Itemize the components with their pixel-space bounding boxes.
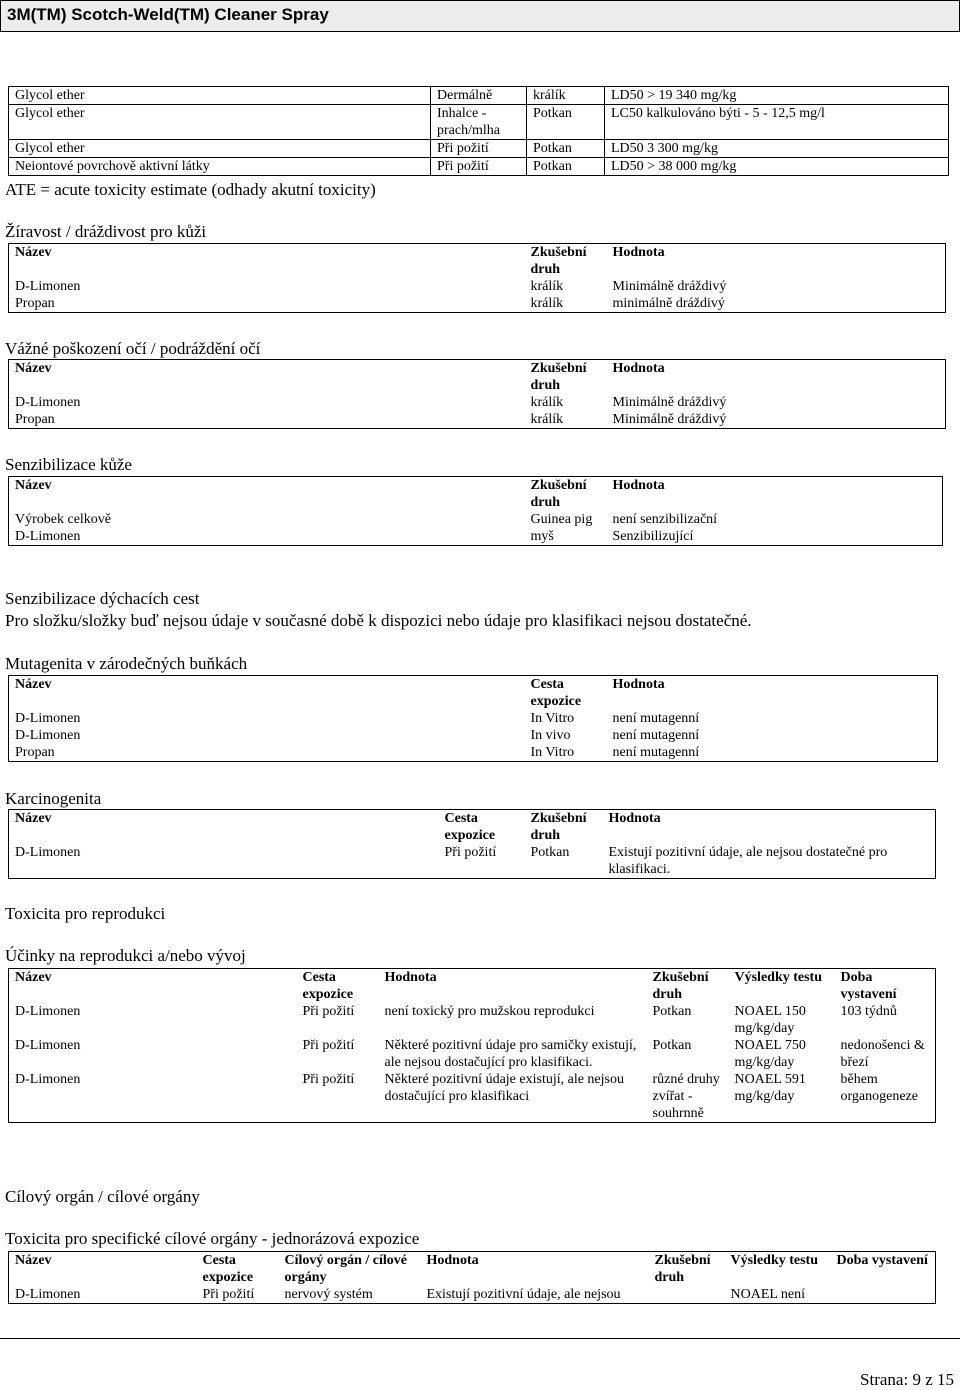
column-header: Název [15,677,52,692]
section-title-reproduction-effects: Účinky na reprodukci a/nebo vývoj [5,946,246,965]
table-cell: není toxický pro mužskou reprodukci [384,1004,595,1019]
table-cell: D-Limonen [15,1004,81,1019]
acute-toxicity-table [8,86,949,176]
column-header: Zkušební druh [530,478,587,510]
table-cell: myš [530,529,554,544]
table-cell: Při požití [302,1004,355,1019]
table-row [9,744,938,762]
table-header-row [9,810,936,845]
table-row [9,295,946,313]
page-number: Strana: 9 z 15 [860,1370,954,1389]
table-cell: Glycol ether [9,87,431,105]
column-header: Doba vystavení [836,1253,928,1268]
ate-note: ATE = acute toxicity estimate (odhady akutní toxicity) [5,180,376,199]
table-header-row [9,360,946,395]
table-cell: nervový systém [284,1287,373,1302]
footer-divider [0,1338,960,1339]
table-cell: Při požití [302,1038,355,1053]
table-cell: Senzibilizující [612,529,694,544]
table-cell: Propan [15,745,55,760]
column-header: Název [15,1253,52,1268]
table-cell: LD50 > 38 000 mg/kg [605,158,949,176]
table-cell: Při požití [444,845,497,860]
table-cell: NOAEL 750 mg/kg/day [734,1038,806,1070]
table-header-row [9,477,943,512]
column-header: Cesta expozice [302,970,354,1002]
table-cell: Potkan [652,1004,692,1019]
table-cell: není mutagenní [612,728,700,743]
column-header: Název [15,245,52,260]
table-row [9,1071,936,1123]
column-header: Název [15,478,52,493]
table-cell: NOAEL 591 mg/kg/day [734,1072,806,1104]
table-row [9,158,949,176]
section-title-skin-sensitization: Senzibilizace kůže [5,455,132,474]
section-title-target-organs: Cílový orgán / cílové orgány [5,1187,200,1206]
table-cell: Neiontové povrchově aktivní látky [9,158,431,176]
section-title-mutagenicity: Mutagenita v zárodečných buňkách [5,654,248,673]
table-row [9,1286,936,1304]
column-header: Zkušební druh [530,361,587,393]
eye-damage-table [8,359,946,429]
table-row [9,844,936,879]
skin-corrosion-table [8,243,946,313]
table-cell: Inhalce - prach/mlha [431,105,527,140]
table-row [9,727,938,744]
table-cell: Při požití [431,158,527,176]
section-title-reproductive-toxicity: Toxicita pro reprodukci [5,904,166,923]
table-row [9,105,949,140]
table-cell: LD50 > 19 340 mg/kg [605,87,949,105]
column-header: Hodnota [612,478,665,493]
carcinogenicity-table [8,809,936,879]
table-header-row [9,676,938,711]
table-cell: D-Limonen [15,395,81,410]
table-cell [649,1286,725,1304]
table-row [9,140,949,158]
table-cell: Guinea pig [530,512,593,527]
column-header: Zkušební druh [654,1253,711,1285]
table-cell: D-Limonen [15,728,81,743]
column-header: Výsledky testu [734,970,823,985]
table-row [9,528,943,546]
table-cell: D-Limonen [15,279,81,294]
table-cell: D-Limonen [15,845,81,860]
table-cell: Existují pozitivní údaje, ale nejsou dostatečné pro klasifikaci. [608,845,888,877]
table-cell: Některé pozitivní údaje pro samičky existují, ale nejsou dostačující pro klasifikaci. [384,1038,637,1070]
column-header: Cesta expozice [530,677,582,709]
table-cell: NOAEL 150 mg/kg/day [734,1004,806,1036]
table-cell: In vivo [530,728,571,743]
stot-single-table [8,1251,936,1304]
table-cell: Propan [15,412,55,427]
table-cell: Dermálně [431,87,527,105]
table-cell: Existují pozitivní údaje, ale nejsou [426,1287,621,1302]
column-header: Hodnota [384,970,437,985]
table-row [9,411,946,429]
respiratory-sensitization-text: Pro složku/složky buď nejsou údaje v současné době k dispozici nebo údaje pro klasifikaci nejsou dostatečné. [5,611,752,630]
table-cell: Některé pozitivní údaje existují, ale nejsou dostačující pro klasifikaci [384,1072,624,1104]
table-cell: během organogeneze [840,1072,918,1104]
reproduction-effects-table [8,968,936,1123]
column-header: Hodnota [612,245,665,260]
table-row [9,710,938,727]
column-header: Výsledky testu [730,1253,819,1268]
column-header: Cesta expozice [444,811,496,843]
column-header: Hodnota [612,677,665,692]
table-cell: Propan [15,296,55,311]
table-cell: není senzibilizační [612,512,718,527]
table-cell: Potkan [652,1038,692,1053]
section-title-eye-damage: Vážné poškození očí / podráždění očí [5,339,261,358]
table-cell: D-Limonen [15,529,81,544]
table-cell: králík [530,395,564,410]
table-cell: Minimálně dráždivý [612,395,727,410]
table-cell: Při požití [431,140,527,158]
table-cell: různé druhy zvířat - souhrnně [652,1072,720,1121]
table-row [9,1003,936,1037]
table-cell: Při požití [302,1072,355,1087]
table-cell: Glycol ether [9,140,431,158]
column-header: Hodnota [426,1253,479,1268]
table-cell: králík [530,296,564,311]
mutagenicity-table [8,675,938,762]
table-cell: In Vitro [530,745,575,760]
table-cell: není mutagenní [612,711,700,726]
table-row [9,1037,936,1071]
table-cell: králík [530,279,564,294]
skin-sensitization-table [8,476,943,546]
document-title: 3M(TM) Scotch-Weld(TM) Cleaner Spray [7,5,329,24]
table-cell [831,1286,936,1304]
table-cell: Výrobek celkově [15,512,112,527]
table-row [9,394,946,411]
table-cell: D-Limonen [15,711,81,726]
table-cell: Potkan [527,105,605,140]
table-cell: LC50 kalkulováno býti - 5 - 12,5 mg/l [605,105,949,140]
document-header [0,0,960,32]
table-header-row [9,1252,936,1287]
table-cell: D-Limonen [15,1072,81,1087]
table-cell: Minimálně dráždivý [612,412,727,427]
table-cell: Glycol ether [9,105,431,140]
table-cell: králík [530,412,564,427]
column-header: Doba vystavení [840,970,897,1002]
table-cell: NOAEL není [730,1287,806,1302]
table-row [9,278,946,295]
section-title-stot-single: Toxicita pro specifické cílové orgány - jednorázová expozice [5,1229,420,1248]
table-cell: LD50 3 300 mg/kg [605,140,949,158]
table-cell: Při požití [202,1287,255,1302]
table-cell: není mutagenní [612,745,700,760]
table-cell: D-Limonen [15,1038,81,1053]
column-header: Zkušební druh [530,245,587,277]
table-cell: minimálně dráždivý [612,296,725,311]
table-cell: In Vitro [530,711,575,726]
table-row [9,511,943,528]
section-title-respiratory-sensitization: Senzibilizace dýchacích cest [5,589,200,608]
table-header-row [9,244,946,279]
table-cell: nedonošenci & březí [840,1038,925,1070]
column-header: Cílový orgán / cílové orgány [284,1253,407,1285]
column-header: Hodnota [612,361,665,376]
column-header: Zkušební druh [652,970,709,1002]
column-header: Cesta expozice [202,1253,254,1285]
section-title-skin-corrosion: Žíravost / dráždivost pro kůži [5,222,207,241]
table-row [9,87,949,105]
table-cell: D-Limonen [15,1287,81,1302]
table-cell: králík [527,87,605,105]
table-cell: Potkan [530,845,570,860]
table-header-row [9,969,936,1004]
column-header: Název [15,361,52,376]
section-title-carcinogenicity: Karcinogenita [5,789,102,808]
table-cell: Potkan [527,140,605,158]
column-header: Název [15,811,52,826]
table-cell: 103 týdnů [840,1004,897,1019]
table-cell: Minimálně dráždivý [612,279,727,294]
column-header: Hodnota [608,811,661,826]
column-header: Název [15,970,52,985]
table-cell: Potkan [527,158,605,176]
column-header: Zkušební druh [530,811,587,843]
